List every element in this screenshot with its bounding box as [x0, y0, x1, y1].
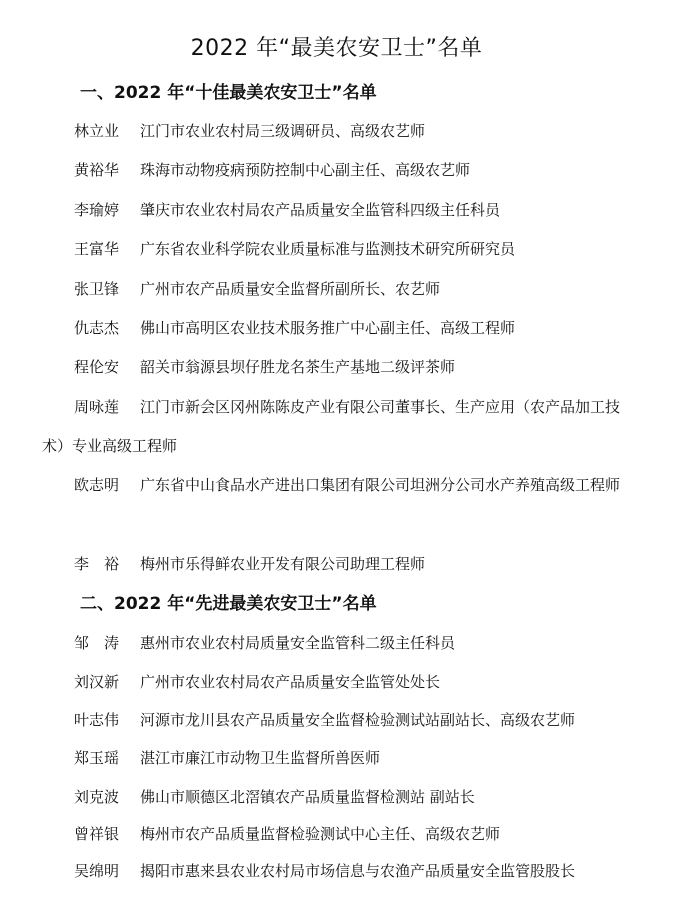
person-name: 张卫锋	[74, 280, 120, 298]
list-item	[42, 230, 632, 269]
list-item	[42, 348, 632, 387]
person-name: 欧志明	[74, 476, 120, 494]
section-heading-top-ten: 一、2022 年“十佳最美农安卫士”名单	[80, 83, 377, 103]
person-title: 佛山市顺德区北滘镇农产品质量监督检测站 副站长	[140, 788, 475, 806]
page-title: 2022 年“最美农安卫士”名单	[190, 36, 483, 61]
person-name: 刘汉新	[74, 673, 120, 691]
person-title: 珠海市动物疫病预防控制中心副主任、高级农艺师	[140, 161, 471, 179]
person-name: 邹 涛	[74, 634, 120, 652]
person-title: 惠州市农业农村局质量安全监管科二级主任科员	[140, 634, 456, 652]
list-item	[42, 624, 632, 663]
person-name: 周咏莲	[74, 398, 120, 416]
list-item	[42, 151, 632, 190]
person-title: 梅州市乐得鲜农业开发有限公司助理工程师	[140, 555, 426, 573]
section-heading-advanced: 二、2022 年“先进最美农安卫士”名单	[80, 594, 377, 614]
person-title: 揭阳市惠来县农业农村局市场信息与农渔产品质量安全监管股股长	[140, 862, 576, 880]
person-name: 叶志伟	[74, 711, 120, 729]
person-title: 广州市农产品质量安全监督所副所长、农艺师	[140, 280, 441, 298]
list-item	[42, 309, 632, 348]
list-item	[42, 112, 632, 151]
list-item	[42, 663, 632, 702]
person-name: 程伦安	[74, 358, 120, 376]
list-item	[42, 388, 632, 466]
person-title: 韶关市翁源县坝仔胜龙名茶生产基地二级评茶师	[140, 358, 456, 376]
person-name: 曾祥银	[74, 825, 120, 843]
person-title: 河源市龙川县农产品质量安全监督检验测试站副站长、高级农艺师	[140, 711, 576, 729]
person-name: 李 裕	[74, 555, 120, 573]
person-title: 江门市新会区冈州陈陈皮产业有限公司董事长、生产应用（农产品加工技术）专业高级工程师	[42, 398, 621, 455]
person-name: 刘克波	[74, 788, 120, 806]
person-name: 吴绵明	[74, 862, 120, 880]
person-name: 李瑜婷	[74, 201, 120, 219]
person-title: 湛江市廉江市动物卫生监督所兽医师	[140, 749, 381, 767]
person-name: 郑玉瑶	[74, 749, 120, 767]
list-item	[42, 191, 632, 230]
person-name: 仇志杰	[74, 319, 120, 337]
person-title: 广州市农业农村局农产品质量安全监管处处长	[140, 673, 441, 691]
person-name: 黄裕华	[74, 161, 120, 179]
list-item	[42, 466, 632, 505]
person-title: 佛山市高明区农业技术服务推广中心副主任、高级工程师	[140, 319, 516, 337]
list-item	[42, 739, 632, 778]
list-item	[42, 701, 632, 740]
person-title: 梅州市农产品质量监督检验测试中心主任、高级农艺师	[140, 825, 501, 843]
list-item	[42, 815, 632, 854]
person-name: 林立业	[74, 122, 120, 140]
list-item	[42, 545, 632, 584]
person-title: 江门市农业农村局三级调研员、高级农艺师	[140, 122, 426, 140]
list-item	[42, 852, 632, 891]
person-title: 广东省农业科学院农业质量标准与监测技术研究所研究员	[140, 240, 516, 258]
list-item	[42, 778, 632, 817]
person-title: 肇庆市农业农村局农产品质量安全监管科四级主任科员	[140, 201, 501, 219]
person-name: 王富华	[74, 240, 120, 258]
person-title: 广东省中山食品水产进出口集团有限公司坦洲分公司水产养殖高级工程师	[140, 476, 621, 494]
list-item	[42, 270, 632, 309]
